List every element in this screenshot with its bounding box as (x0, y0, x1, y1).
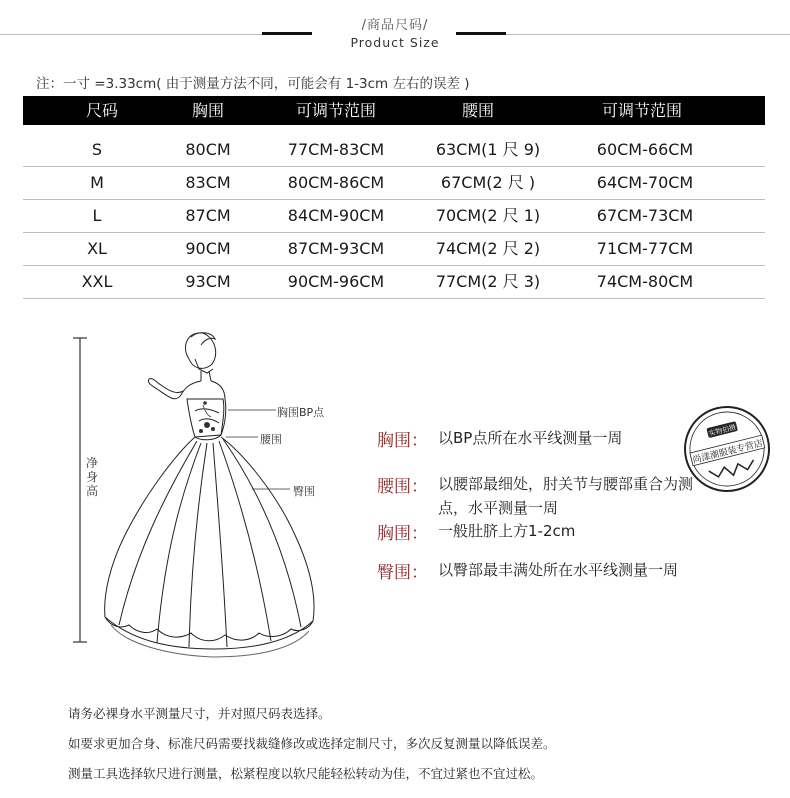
cell-bust: 90CM (185, 239, 231, 258)
header-en-title: Product Size (350, 35, 440, 50)
stamp-top-text: 实物拍摄 (707, 423, 737, 438)
cell-waist: 67CM(2 尺 ) (440, 173, 536, 192)
cell-waist-range: 64CM-70CM (596, 173, 694, 192)
label-bust-bp: 胸围BP点 (277, 406, 325, 419)
cell-bust-range: 77CM-83CM (287, 140, 385, 159)
cell-size: L (92, 206, 102, 225)
table-row (23, 133, 765, 167)
desc-hip-text: 以臀部最丰满处所在水平线测量一周 (438, 561, 679, 579)
col-header-waist-range: 可调节范围 (601, 101, 683, 120)
desc-bust-term: 胸围： (377, 431, 428, 451)
cell-size: M (90, 173, 104, 192)
desc-waist-text: 以腰部最细处，肘关节与腰部重合为测 (438, 475, 694, 493)
cell-size: S (91, 140, 103, 159)
cell-waist: 77CM(2 尺 3) (435, 272, 541, 291)
desc-bust2-text: 一般肚脐上方1-2cm (438, 522, 576, 540)
desc-bust-text: 以BP点所在水平线测量一周 (438, 429, 623, 447)
cell-bust: 87CM (185, 206, 231, 225)
cell-bust: 93CM (185, 272, 231, 291)
size-note: 注：一寸 =3.33cm( 由于测量方法不同，可能会有 1-3cm 左右的误差 ) (36, 76, 470, 92)
header-cn-title: /商品尺码/ (361, 18, 429, 33)
cell-bust-range: 87CM-93CM (287, 239, 385, 258)
cell-waist: 70CM(2 尺 1) (435, 206, 541, 225)
desc-waist-text-2: 点，水平测量一周 (438, 499, 559, 517)
col-header-waist: 腰围 (461, 101, 495, 120)
footer-note-3: 测量工具选择软尺进行测量，松紧程度以软尺能轻松转动为佳，不宜过紧也不宜过松。 (68, 766, 544, 781)
col-header-bust-range: 可调节范围 (295, 101, 377, 120)
col-header-bust: 胸围 (191, 101, 225, 120)
cell-bust: 80CM (185, 140, 231, 159)
table-row (23, 265, 765, 299)
desc-waist-term: 腰围： (377, 477, 428, 497)
desc-hip-term: 臀围： (377, 563, 428, 583)
shop-stamp (682, 404, 772, 494)
desc-bust2-term: 胸围： (377, 524, 428, 544)
cell-bust-range: 90CM-96CM (287, 272, 385, 291)
cell-waist-range: 67CM-73CM (596, 206, 694, 225)
cell-size: XL (87, 239, 107, 258)
cell-waist-range: 74CM-80CM (596, 272, 694, 291)
cell-waist-range: 60CM-66CM (596, 140, 694, 159)
cell-waist-range: 71CM-77CM (596, 239, 694, 258)
table-row (23, 199, 765, 233)
table-row (23, 166, 765, 200)
cell-bust-range: 80CM-86CM (287, 173, 385, 192)
table-row (23, 232, 765, 266)
footer-note-2: 如要求更加合身、标准尺码需要找裁缝修改或选择定制尺寸，多次反复测量以降低误差。 (68, 736, 556, 751)
cell-bust-range: 84CM-90CM (287, 206, 385, 225)
cell-waist: 63CM(1 尺 9) (435, 140, 541, 159)
cell-waist: 74CM(2 尺 2) (435, 239, 541, 258)
footer-note-1: 请务必裸身水平测量尺寸，并对照尺码表选择。 (68, 706, 331, 721)
size-table-header (23, 96, 765, 125)
label-hip: 臀围 (293, 485, 315, 498)
col-header-size: 尺码 (85, 101, 119, 120)
cell-bust: 83CM (185, 173, 231, 192)
label-waist: 腰围 (260, 433, 282, 446)
height-label: 净身高 (86, 456, 99, 498)
stamp-main-text: 尚漾潮服装专营店 (691, 438, 764, 466)
cell-size: XXL (81, 272, 113, 291)
